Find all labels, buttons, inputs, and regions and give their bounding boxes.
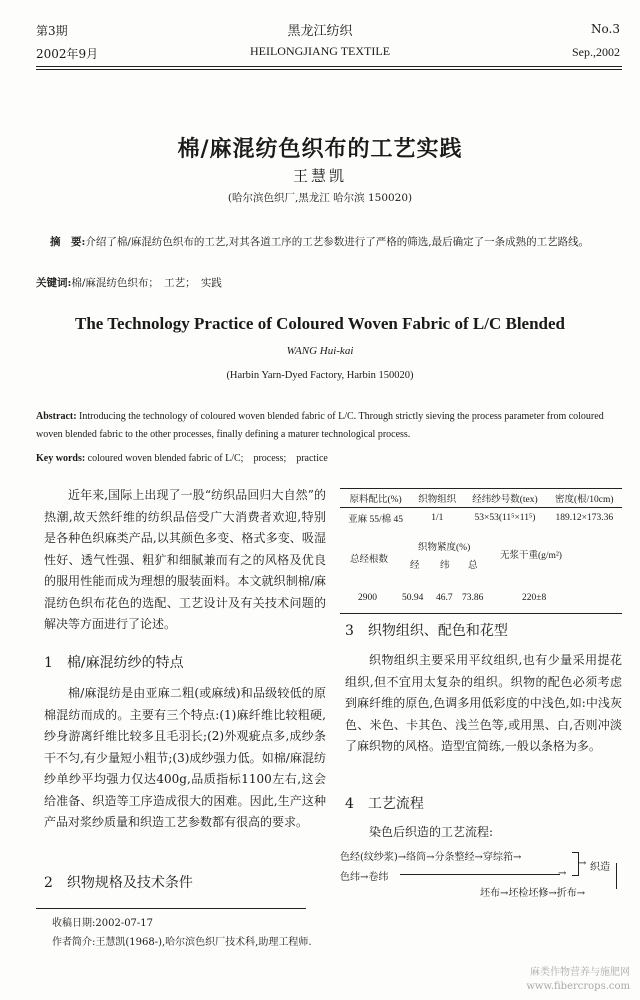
title-cn: 棉/麻混纺色织布的工艺实践	[177, 136, 463, 162]
spec-cell-tight-warp: 50.94	[402, 593, 424, 603]
header-issue: 第3期	[36, 24, 68, 38]
spec-sub-ends: 总经根数	[350, 555, 389, 565]
abstract-cn-label: 摘 要:	[50, 236, 86, 248]
flow-weft-arrowhead: →	[558, 868, 567, 879]
affiliation-cn: (哈尔滨色织厂,黑龙江 哈尔滨 150020)	[227, 192, 413, 204]
section-3-title: 3 织物组织、配色和花型	[345, 623, 508, 639]
spec-cell-tight-weft: 46.7	[436, 593, 453, 603]
section-3-text: 织物组织主要采用平纹组织,也有少量采用提花组织,但不宜用太复杂的组织。织物的配色必须考虑到麻纤维的原色,色调多用低彩度的中浅色,如:中浅灰色、米色、卡其色、浅兰色等,或用黑、白,否则冲淡了麻织物的风格。造型宜简练,一般以条格为多。	[345, 653, 622, 753]
spec-sub-total: 总	[468, 561, 478, 571]
flow-down-line	[616, 863, 617, 889]
header-date-en: Sep.,2002	[572, 45, 620, 59]
spec-sub-weft: 纬	[440, 561, 450, 571]
section-1-text: 棉/麻混纺是由亚麻二粗(或麻绒)和品级较低的原棉混纺而成的。主要有三个特点:(1)麻纤维比较粗硬,纱身游离纤维比较多且毛羽长;(2)外观疵点多,成纱条干不匀,有少量短小粗节;(3)成纱强力低。如棉/麻混纺纱单纱平均强力仅达400g,品质指标1100左右,这会给准备、织造等工序造成很大的困难。因此,生产这种产品对浆纱质量和织造工艺参数都有很高的要求。	[44, 686, 326, 829]
intro-paragraph: 近年来,国际上出现了一股“纺织品回归大自然”的热潮,故天然纤维的纺织品倍受广大消费者欢迎,特别是各种色织麻类产品,以其颜色多变、格式多变、吸湿性好、透气性强、粗犷和细腻兼而有之的风格及优良的服用性能而成为理想的服装面料。本文就织制棉/麻混纺色织布花色的选配、工艺设计及有关技术问题的解决等方面进行了论述。	[44, 488, 326, 631]
abstract-en-text: Introducing the technology of coloured woven blended fabric of L/C. Through strictly sieving the process parameter from coloured woven blended fabric to the other processes, finally defining a maturer technological process.	[36, 411, 604, 440]
spec-table	[340, 489, 622, 529]
header-rule-2	[36, 69, 622, 70]
abstract-en-label: Abstract:	[36, 411, 77, 422]
flow-line-finish: 坯布→坯检坯修→折布→	[480, 888, 586, 899]
watermark	[526, 966, 630, 994]
spec-cell-yarn: 53×53(11⁵×11⁵)	[474, 513, 536, 524]
spec-cell-ends: 2900	[358, 593, 377, 603]
footnote-rule	[36, 908, 306, 909]
spec-cell-density: 189.12×173.36	[555, 513, 614, 524]
flow-weave-arrow: →	[578, 858, 587, 869]
spec-header-material: 原料配比(%)	[349, 494, 402, 505]
keywords-en	[36, 450, 622, 468]
spec-table-wrap	[340, 488, 622, 614]
spec-header-yarn: 经纬纱号数(tex)	[472, 494, 538, 505]
watermark-line-1: 麻类作物营养与施肥网	[530, 967, 630, 978]
spec-sub-warp: 经	[410, 561, 420, 571]
header-no: No.3	[591, 22, 620, 36]
watermark-line-2: www.fibercrops.com	[526, 981, 630, 992]
flow-line-warp: 色经(纹纱浆)→络筒→分条整经→穿综筘→	[340, 852, 522, 863]
keywords-cn-text: 棉/麻混纺色织布； 工艺； 实践	[71, 277, 222, 289]
spec-cell-tight-total: 73.86	[462, 593, 484, 603]
section-4-intro: 染色后织造的工艺流程:	[369, 825, 494, 839]
section-2-title: 2 织物规格及技术条件	[44, 875, 193, 891]
footnote-author-bio: 作者简介:王慧凯(1968-),哈尔滨色织厂技术科,助理工程师.	[52, 937, 312, 948]
abstract-cn	[36, 233, 622, 251]
spec-row-2	[340, 589, 622, 613]
spec-header-density: 密度(根/10cm)	[554, 494, 614, 505]
flow-weft-arrow	[400, 874, 560, 875]
spec-sub-weight: 无浆干重(g/m²)	[500, 551, 562, 561]
keywords-en-label: Key words:	[36, 453, 86, 464]
header-journal-cn: 黑龙江纺织	[287, 24, 353, 39]
header-journal-en: HEILONGJIANG TEXTILE	[249, 44, 391, 58]
spec-subtable	[340, 529, 622, 589]
author-cn: 王慧凯	[292, 167, 347, 185]
spec-cell-weight: 220±8	[522, 593, 547, 603]
affiliation-en: (Harbin Yarn-Dyed Factory, Harbin 150020)	[226, 370, 414, 381]
section-1-title: 1 棉/麻混纺纱的特点	[44, 655, 184, 671]
footnote-received: 收稿日期:2002-07-17	[52, 918, 154, 929]
flow-line-weft: 色纬→卷纬	[340, 872, 389, 883]
author-en: WANG Hui-kai	[286, 345, 354, 357]
keywords-cn-label: 关键词:	[36, 277, 72, 289]
keywords-en-text: coloured woven blended fabric of L/C; process; practice	[87, 453, 328, 464]
spec-header-weave: 织物组织	[418, 494, 457, 505]
flow-weave-label: 织造	[590, 862, 610, 873]
keywords-cn	[36, 274, 622, 292]
header-rule	[36, 66, 622, 67]
spec-sub-tightness: 织物紧度(%)	[418, 543, 471, 553]
abstract-en	[36, 408, 622, 444]
spec-cell-material: 亚麻 55/棉 45	[348, 515, 404, 526]
spec-cell-weave: 1/1	[431, 513, 444, 524]
header-date: 2002年9月	[36, 47, 99, 61]
abstract-cn-text: 介绍了棉/麻混纺色织布的工艺,对其各道工序的工艺参数进行了严格的筛选,最后确定了一条成熟的工艺路线。	[85, 236, 590, 248]
title-en: The Technology Practice of Coloured Woven Fabric of L/C Blended	[74, 314, 565, 333]
section-4-title: 4 工艺流程	[345, 796, 424, 812]
process-flow	[340, 846, 628, 906]
